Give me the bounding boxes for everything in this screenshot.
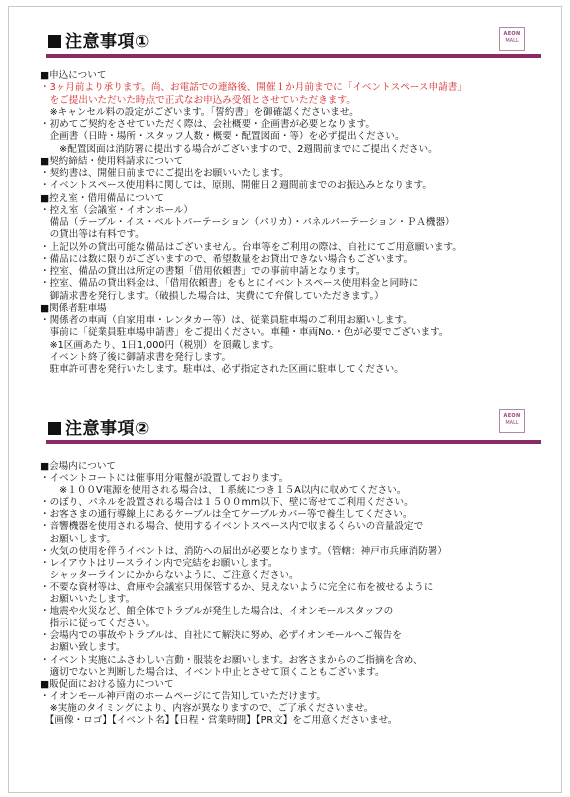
section1-body	[40, 70, 550, 376]
body-line: ・関係者の車両（自家用車・レンタカー等）は、従業員駐車場のご利用お願いします。	[40, 315, 413, 326]
body-line: ・控え室（会議室・イオンホール）	[40, 204, 194, 216]
body-line: 企画書（日時・場所・スタッフ人数・概要・配置図面・等）を必ず提出ください。	[40, 131, 405, 143]
body-line: ・地震や火災など、館全体でトラブルが発生した場合は、イオンモールスタッフの	[40, 606, 394, 618]
body-line: 御請求書を発行します。（破損した場合は、実費にて弁償していただきます。）	[40, 290, 384, 302]
logo-sub: MALL	[505, 38, 519, 44]
section-subheading: ■申込について	[40, 70, 107, 81]
section2-divider	[46, 440, 541, 444]
body-line: お願いいたします。	[40, 594, 136, 606]
body-line: ・会場内での事故やトラブルは、自社にて解決に努め、必ずイオンモールへご報告を	[40, 630, 402, 642]
body-line: ・控室、備品の貸出は所定の書類「借用依頼書」での事前申請となります。	[40, 266, 366, 277]
body-line: 事前に「従業員駐車場申請書」をご提出ください。車種・車両No.・色が必要でございます。	[40, 327, 449, 339]
body-line: ・お客さまの通行導線上にあるケーブルは全てケーブルカバー等で養生してください。	[40, 509, 413, 521]
body-line: イベント終了後に御請求書を発行します。	[40, 351, 232, 363]
section-subheading: ■販促面における協力について	[40, 678, 174, 690]
body-line: ・上記以外の貸出可能な備品はございません。台車等をご利用の際は、自社にてご用意願います。	[40, 241, 462, 253]
body-line: ・のぼり、パネルを設置される場合は１５００mm以下、壁に寄せてご利用ください。	[40, 497, 414, 509]
body-line: ・火気の使用を伴うイベントは、消防への届出が必要となります。（管轄：神戸市兵庫消防署）	[40, 545, 447, 557]
square-bullet-icon	[48, 422, 61, 435]
body-line: お願い致します。	[40, 642, 126, 654]
body-line: ※１００V電源を使用される場合は、１系統につき１５A以内に収めてください。	[40, 485, 407, 497]
body-line: ・3ヶ月前より承ります。尚、お電話での連絡後、開催１か月前までに「イベントスペース申請書」	[40, 82, 467, 94]
body-line: の貸出等は有料です。	[40, 229, 145, 241]
section1-title-text: 注意事項①	[65, 32, 150, 52]
body-line: ・イオンモール神戸南のホームページにて告知していただけます。	[40, 690, 326, 702]
section-subheading: ■契約締結・使用料請求について	[40, 155, 184, 167]
square-bullet-icon	[48, 35, 61, 48]
logo-brand: AEON	[503, 413, 521, 419]
section2-title-text: 注意事項②	[65, 419, 150, 439]
body-line: ・契約書は、開催日前までにご提出をお願いいたします。	[40, 168, 289, 179]
body-line: 駐車許可書を発行いたします。駐車は、必ず指定された区画に駐車してください。	[40, 364, 404, 375]
section-subheading: ■関係者駐車場	[40, 302, 107, 314]
section1-title	[48, 27, 150, 52]
body-line: ・音響機器を使用される場合、使用するイベントスペース内で収まるくらいの音量設定で	[40, 521, 424, 533]
logo-sub: MALL	[505, 420, 519, 426]
body-line: お願いします。	[40, 533, 116, 545]
body-line: ・控室、備品の貸出料金は、「借用依頼書」をもとにイベントスペース使用料金と同時に	[40, 278, 419, 290]
body-line: ※1区画あたり、1日1,000円（税別）を頂戴します。	[40, 339, 279, 351]
section-subheading: ■会場内について	[40, 461, 117, 472]
body-line: ・イベントコートには催事用分電盤が設置しております。	[40, 473, 289, 485]
body-line: ・レイアウトはリースライン内で完結をお願いします。	[40, 557, 278, 569]
body-line: ※キャンセル料の設定がございます。「誓約書」を御確認くださいませ。	[40, 106, 359, 118]
body-line: ・不要な資材等は、倉庫や会議室只用保管するか、見えないように完全に布を被せるように	[40, 581, 434, 593]
body-line: ・初めてご契約をさせていただく際は、会社概要・企画書が必要となります。	[40, 119, 376, 130]
body-line: ・備品には数に限りがございますので、希望数量をお貸出できない場合もございます。	[40, 253, 414, 265]
body-line: ・イベント実施にふさわしい言動・服装をお願いします。お客さまからのご指摘を含め、	[40, 654, 423, 666]
body-line: 指示に従ってください。	[40, 618, 156, 630]
body-line: シャッターラインにかからないように、ご注意ください。	[40, 569, 299, 581]
logo-brand: AEON	[503, 31, 521, 37]
section1-divider	[46, 54, 541, 58]
section-subheading: ■控え室・借用備品について	[40, 192, 164, 204]
body-line: ※配置図面は消防署に提出する場合がございますので、2週間前までにご提出ください。	[40, 143, 438, 155]
body-line: 備品（テーブル・イス・ベルトパーテーション（パリカ）・パネルパーテーション・ＰＡ機器）	[40, 217, 455, 228]
aeon-mall-logo	[499, 27, 525, 51]
section2-body	[40, 461, 550, 727]
section2-title	[48, 414, 150, 439]
body-line: 【画像・ロゴ】【イベント名】【日程・営業時間】【PR文】をご用意くださいませ。	[40, 714, 398, 726]
body-line: ・イベントスペース使用料に関しては、原則、開催日２週間前までのお振込みとなります。	[40, 180, 432, 192]
body-line: 適切でないと判断した場合は、イベント中止とさせて頂くこともございます。	[40, 666, 385, 678]
aeon-mall-logo	[499, 409, 525, 433]
body-line: ※実施のタイミングにより、内容が異なりますので、ご了承くださいませ。	[40, 702, 374, 714]
body-line: をご提出いただいた時点で正式なお申込み受領とさせていただきます。	[40, 94, 356, 106]
